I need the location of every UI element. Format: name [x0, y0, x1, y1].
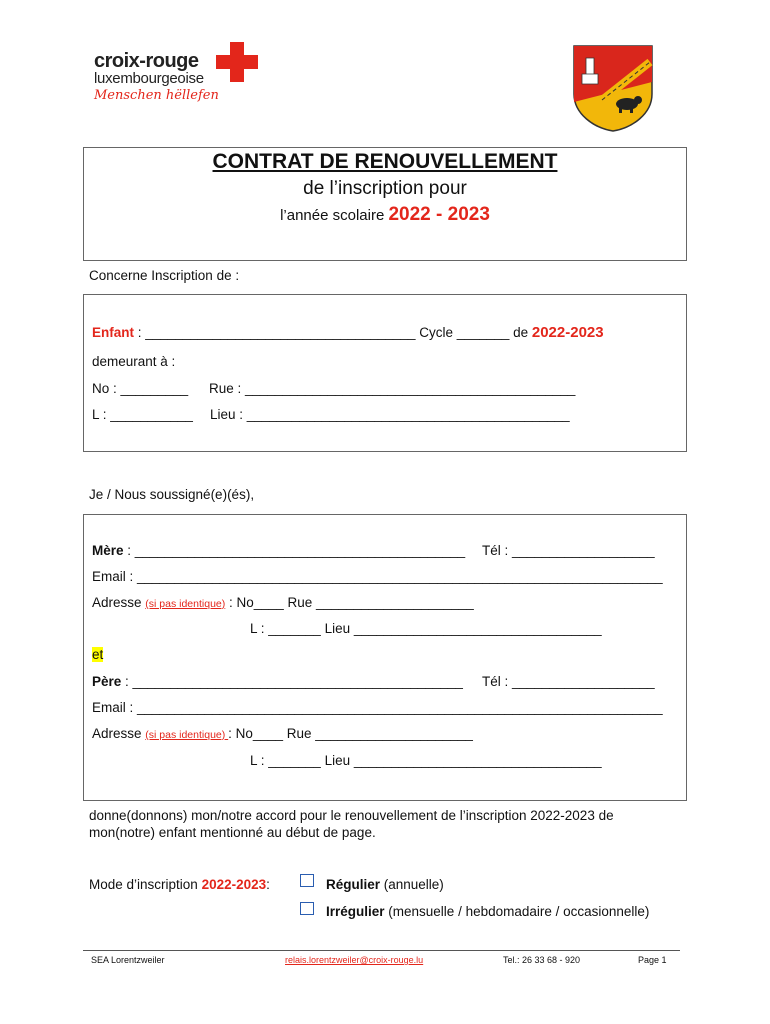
option-regulier-label [326, 877, 444, 892]
concerne-label: Concerne Inscription de : [89, 268, 240, 283]
coat-of-arms-icon [572, 44, 654, 132]
et-highlight: et [92, 647, 104, 662]
checkbox-regulier[interactable] [300, 874, 314, 887]
child-box [83, 294, 687, 452]
logo-org-line1: croix-rouge [94, 50, 199, 72]
l-lieu-pere-field[interactable]: L : _______ Lieu _________________________________ [250, 753, 602, 768]
logo-tagline: Menschen hëllefen [94, 88, 219, 103]
mode-label: Mode d’inscription [89, 877, 202, 892]
pere-field[interactable]: : ____________________________________________ [121, 674, 463, 689]
page-title: CONTRAT DE RENOUVELLEMENT [212, 150, 558, 173]
school-year-line [84, 204, 686, 226]
et-label [92, 647, 103, 662]
enfant-label: Enfant [92, 325, 134, 340]
footer-page-number: Page 1 [638, 955, 667, 965]
adresse-pere-line [92, 726, 473, 741]
tel-mere-field[interactable]: Tél : ___________________ [482, 543, 655, 558]
footer-divider [83, 950, 680, 951]
lieu-field[interactable]: Lieu : ___________________________________________ [210, 407, 570, 422]
demeurant-label: demeurant à : [92, 354, 176, 369]
footer-tel: Tel.: 26 33 68 - 920 [503, 955, 581, 965]
enfant-line [92, 324, 604, 341]
option-irregulier-bold: Irrégulier [326, 904, 385, 919]
adresse-label: Adresse [92, 595, 146, 610]
parents-box [83, 514, 687, 801]
adresse-mere-line [92, 595, 474, 610]
soussigne-label: Je / Nous soussigné(e)(és), [89, 487, 255, 502]
school-year-prefix: l’année scolaire [280, 207, 389, 224]
mode-colon: : [266, 877, 270, 892]
email-mere-field[interactable]: Email : ______________________________________________________________________ [92, 569, 663, 584]
mode-label-line [89, 877, 270, 892]
rue-field[interactable]: Rue : ____________________________________________ [209, 381, 576, 396]
mode-year: 2022-2023 [201, 877, 267, 892]
mere-line [92, 543, 465, 558]
agreement-line-1: donne(donnons) mon/notre accord pour le renouvellement de l’inscription 2022-2023 de [89, 808, 614, 823]
adresse2-label: Adresse [92, 726, 146, 741]
school-year: 2022 - 2023 [388, 204, 490, 225]
enfant-year: 2022-2023 [531, 324, 604, 341]
l-field[interactable]: L : ___________ [92, 407, 193, 422]
footer-org: SEA Lorentzweiler [91, 955, 165, 965]
adresse2-note: (si pas identique) [145, 729, 229, 741]
l-lieu-mere-field[interactable]: L : _______ Lieu _________________________________ [250, 621, 602, 636]
logo-org-line2: luxembourgeoise [94, 70, 204, 87]
tel-pere-field[interactable]: Tél : ___________________ [482, 674, 655, 689]
title-box [83, 147, 687, 261]
pere-label: Père [92, 674, 122, 689]
mere-field[interactable]: : ____________________________________________ [123, 543, 466, 558]
adresse-pere-field[interactable]: : No____ Rue _____________________ [228, 726, 473, 741]
option-regulier-bold: Régulier [326, 877, 381, 892]
option-irregulier-label [326, 904, 649, 919]
no-field[interactable]: No : _________ [92, 381, 189, 396]
mere-label: Mère [92, 543, 124, 558]
adresse-mere-field[interactable]: : No____ Rue _____________________ [225, 595, 474, 610]
footer-email-link[interactable]: relais.lorentzweiler@croix-rouge.lu [285, 955, 424, 965]
option-irregulier-rest: (mensuelle / hebdomadaire / occasionnelle) [384, 904, 650, 919]
pere-line [92, 674, 463, 689]
enfant-field[interactable]: : ____________________________________ Cycle _______ de [134, 325, 532, 340]
adresse-note: (si pas identique) [145, 598, 226, 610]
email-pere-field[interactable]: Email : ______________________________________________________________________ [92, 700, 663, 715]
red-cross-icon [216, 42, 258, 82]
agreement-line-2: mon(notre) enfant mentionné au début de page. [89, 825, 376, 840]
option-regulier-rest: (annuelle) [380, 877, 444, 892]
checkbox-irregulier[interactable] [300, 902, 314, 915]
page-subtitle: de l’inscription pour [303, 178, 467, 199]
